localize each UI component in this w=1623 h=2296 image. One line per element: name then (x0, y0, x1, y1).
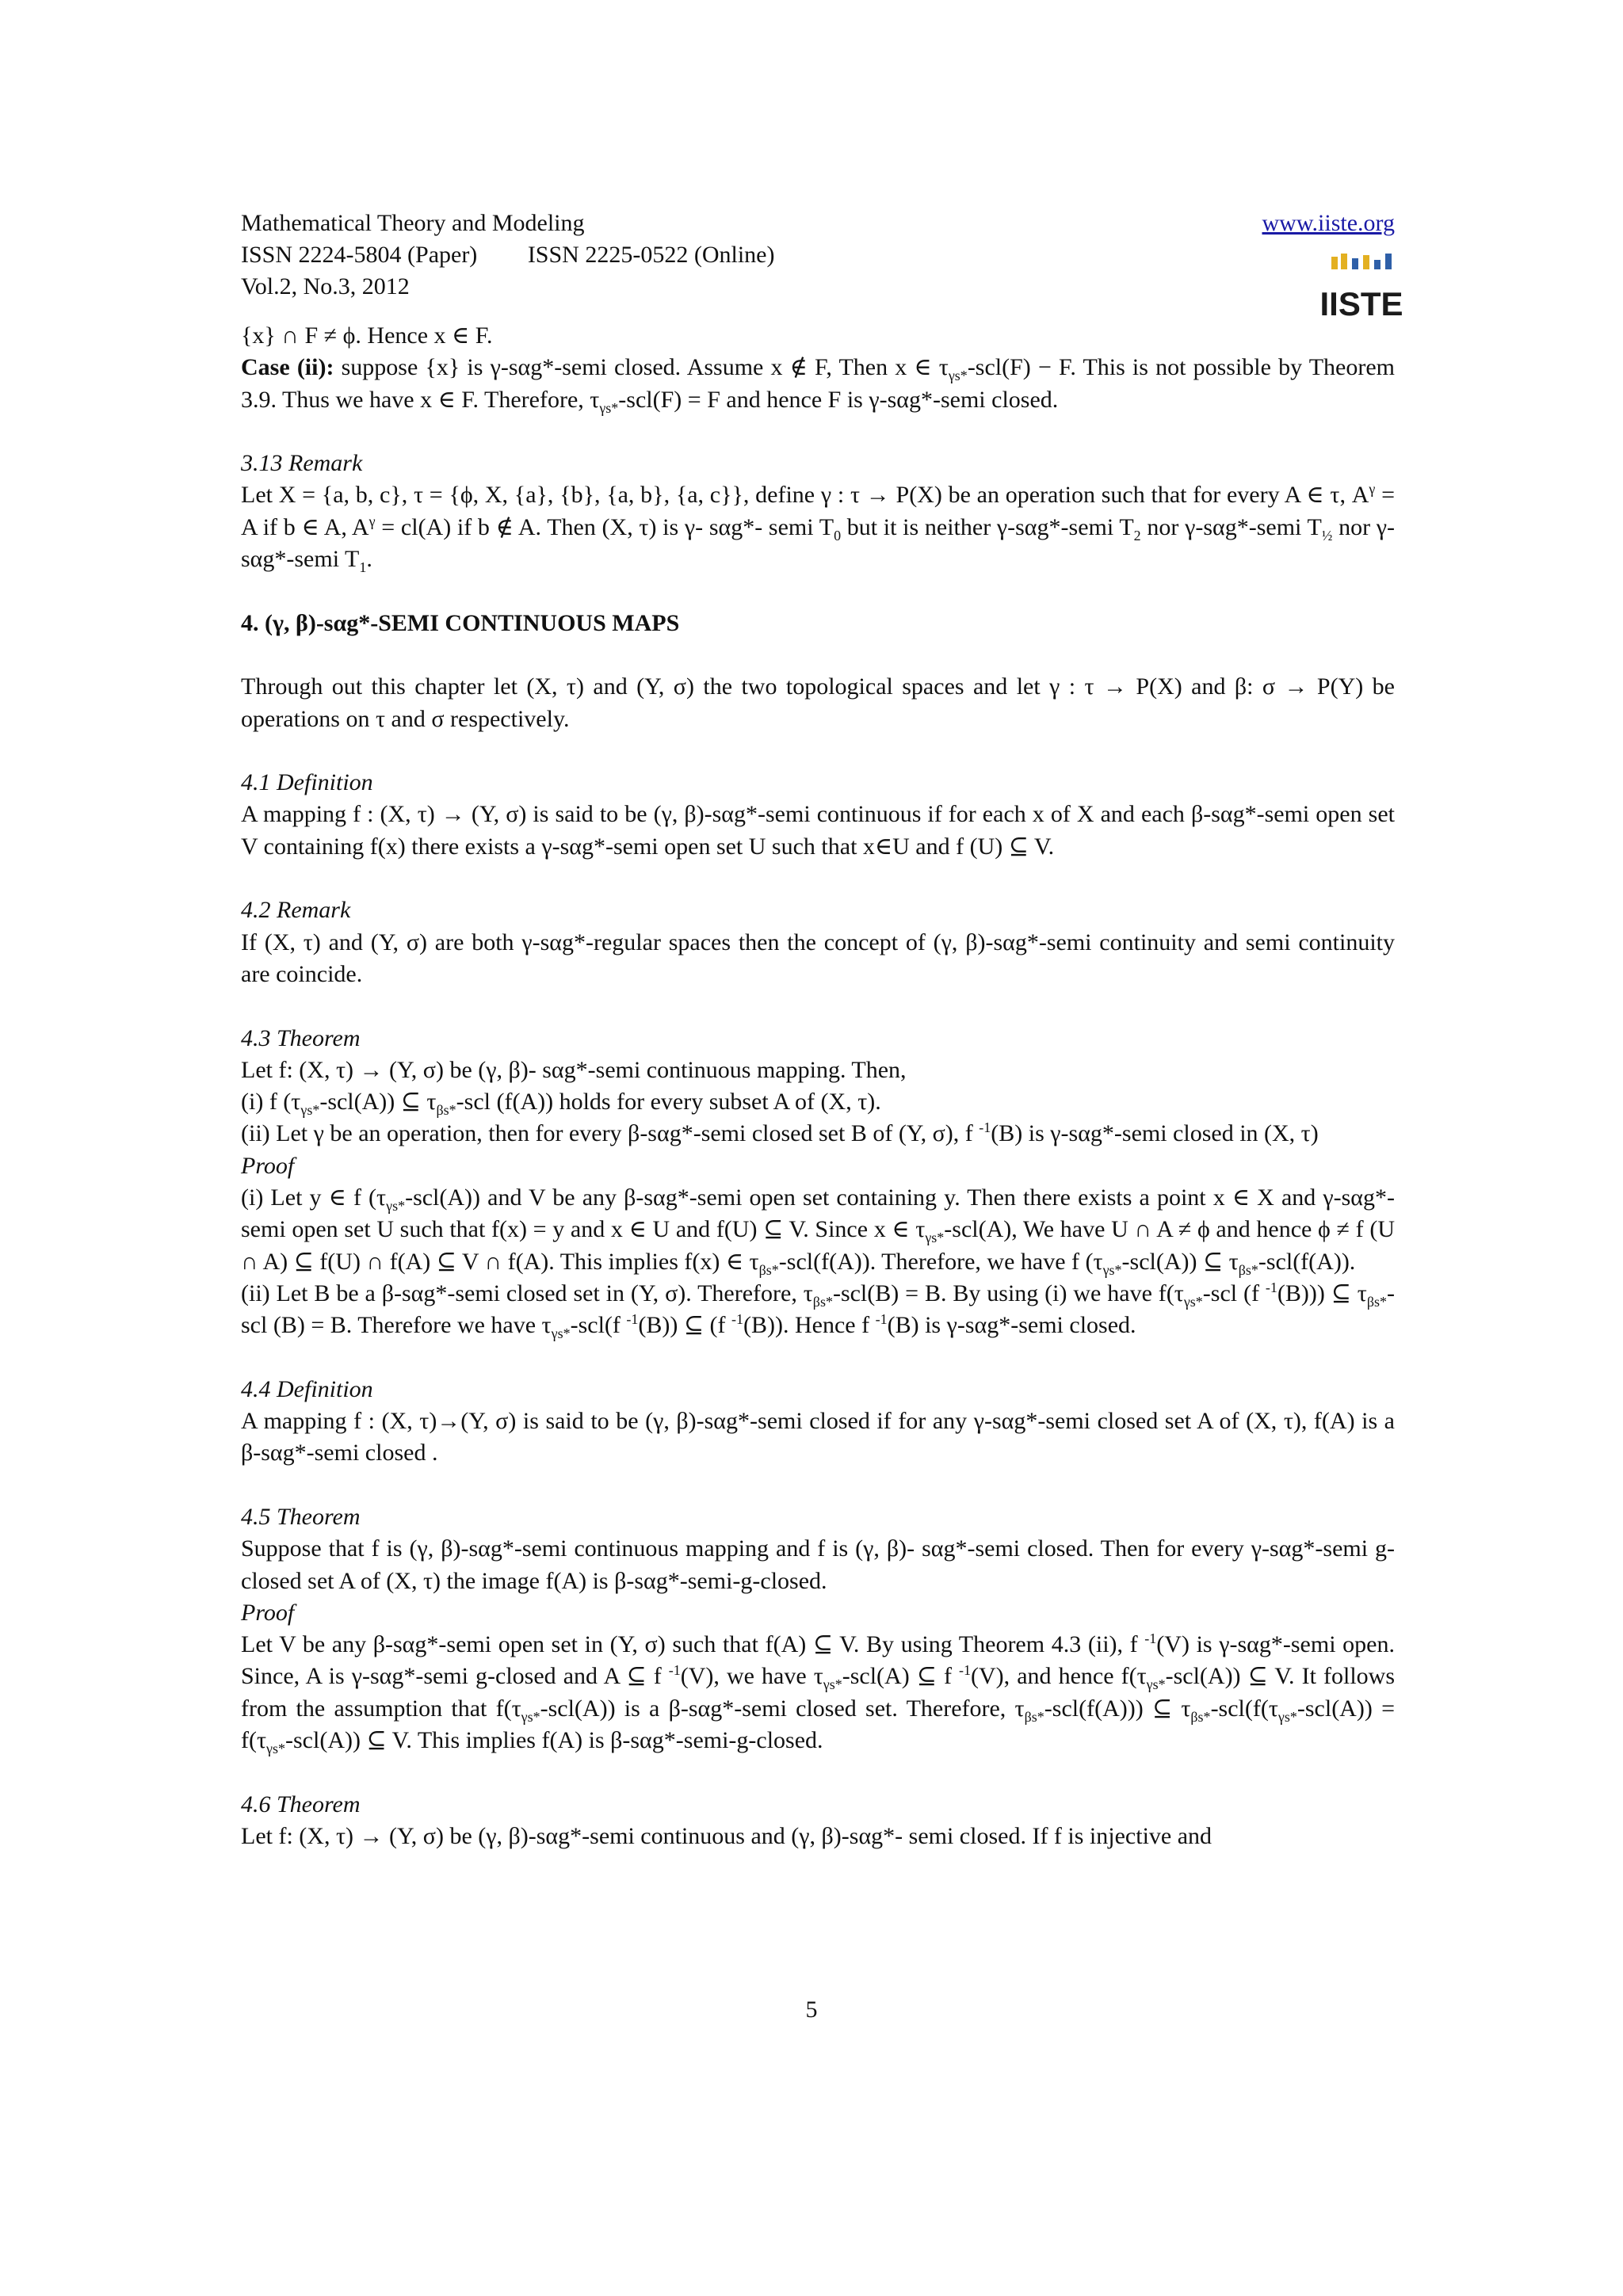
case-ii-paragraph: Case (ii): suppose {x} is γ-sαg*-semi closed. Assume x ∉ F, Then x ∈ $\tau_{\gamma s*}-scl(F) - F$. This is not possible by Theorem 3.9. Thus we have x ∈ F. Therefore, $\tau_{\gamma s*}-scl(F) = F$ and hence F is γ-sαg*-semi closed. (241, 354, 1396, 416)
journal-title: Mathematical Theory and Modeling (241, 210, 585, 236)
page (241, 208, 1403, 1852)
logo-text: IISTE (1319, 285, 1403, 322)
section-4-heading: 4. (γ, β)-sαg*-SEMI CONTINUOUS MAPS (241, 609, 680, 636)
remark-3-13-text: Let X = {a, b, c}, τ = {ϕ, X, {a}, {b}, {a, b}, {a, c}}, define γ : τ → P(X) be an operation such that for every A ∈ τ, $A^\gamma = A$ if b ∈ A, $A^\gamma = cl(A)$ if b ∉ A. Then (X, τ) is γ- sαg*- semi $T_0$ but it is neither γ-sαg*-semi $T_2$ nor γ-sαg*-semi $T_{\frac{1}{2}}$ nor γ-sαg*-semi $T_1$. (241, 481, 1396, 576)
theorem-4-5-title: 4.5 Theorem (241, 1503, 361, 1530)
proof-4-5-text: Let V be any β-sαg*-semi open set in (Y, σ) such that f(A) ⊆ V. By using Theorem 4.3 (ii), f $^{-1}$(V) is γ-sαg*-semi open. Since, A is γ-sαg*-semi g-closed and A ⊆ f $^{-1}$(V), we have $\tau_{\gamma s*}-scl(A)$ ⊆ f $^{-1}$(V), and hence $f(\tau_{\gamma s*}-scl(A))$ ⊆ V. It follows from the assumption that $f(\tau_{\gamma s*}-scl(A))$ is a β-sαg*-semi closed set. Therefore, $\tau_{\beta s*}-scl(f(A))$) ⊆ $\tau_{\beta s*}-scl(f(\tau_{\gamma s*}-scl(A)) = f(\tau_{\gamma s*}-scl(A))$ ⊆ V. This implies f(A) is β-sαg*-semi-g-closed. (241, 1630, 1395, 1757)
case-i-conclusion: {x} ∩ F ≠ ϕ. Hence x ∈ F. (241, 322, 493, 349)
definition-4-1-text: A mapping f : (X, τ) → (Y, σ) is said to be (γ, β)-sαg*-semi continuous if for each x of X and each β-sαg*-semi open set V containing f(x) there exists a γ-sαg*-semi open set U such that x∈U and f (U) ⊆ V. (241, 801, 1395, 860)
theorem-4-6-title: 4.6 Theorem (241, 1791, 361, 1817)
definition-4-4-title: 4.4 Definition (241, 1375, 373, 1402)
theorem-4-5-statement: Suppose that f is (γ, β)-sαg*-semi continuous mapping and f is (γ, β)- sαg*-semi closed. Then for every γ-sαg*-semi g-closed set A of (X, τ) the image f(A) is β-sαg*-semi-g-closed. (241, 1535, 1395, 1594)
remark-4-2-title: 4.2 Remark (241, 897, 351, 924)
case-ii-label: Case (ii): (241, 354, 334, 381)
section-4-intro: Through out this chapter let (X, τ) and (Y, σ) the two topological spaces and let γ : τ → P(X) and β: σ → P(Y) be operations on τ and σ respectively. (241, 673, 1395, 732)
theorem-4-3-title: 4.3 Theorem (241, 1024, 361, 1051)
volume-info: Vol.2, No.3, 2012 (241, 273, 410, 299)
theorem-4-3-part-i: (i) f $(\tau_{\gamma s*}-scl(A))$ ⊆ $\tau_{\beta s*}$-scl (f(A)) holds for every subset A of (X, τ). (241, 1089, 881, 1119)
proof-4-5-label: Proof (241, 1599, 295, 1626)
definition-4-4-text: A mapping f : (X, τ)→(Y, σ) is said to be (γ, β)-sαg*-semi closed if for any γ-sαg*-semi closed set A of (X, τ), f(A) is a β-sαg*-semi closed . (241, 1408, 1395, 1466)
journal-header (241, 208, 1403, 322)
proof-4-3-part-i: (i) Let y ∈ f $(\tau_{\gamma s*}-scl(A))$ and V be any β-sαg*-semi open set containing y. Then there exists a point x ∈ X and γ-sαg*-semi open set U such that f(x) = y and x ∈ U and f(U) ⊆ V. Since x ∈ $\tau_{\gamma s*}-scl(A)$, We have U ∩ A ≠ ϕ and hence ϕ ≠ f (U ∩ A) ⊆ f(U) ∩ f(A) ⊆ V ∩ f(A). This implies f(x) ∈ $\tau_{\beta s*}-scl(f(A))$. Therefore, we have f $(\tau_{\gamma s*}-scl(A))$ ⊆ $\tau_{\beta s*}-scl(f(A))$. (241, 1184, 1396, 1278)
definition-4-1-title: 4.1 Definition (241, 769, 373, 796)
proof-4-3-part-ii: (ii) Let B be a β-sαg*-semi closed set in (Y, σ). Therefore, $\tau_{\beta s*}-scl(B) = B$. By using (i) we have $f(\tau_{\gamma s*}$-scl (f $^{-1}$(B))) ⊆ $\tau_{\beta s*}$-scl (B) = B. Therefore we have $\tau_{\gamma s*}-scl(f$ $^{-1}$(B)) ⊆ (f $^{-1}$(B)). Hence f $^{-1}$(B) is γ-sαg*-semi closed. (241, 1279, 1395, 1342)
iiste-logo-icon (1319, 252, 1403, 322)
theorem-4-3-part-ii: (ii) Let γ be an operation, then for every β-sαg*-semi closed set B of (Y, σ), f $^{-1}$(B) is γ-sαg*-semi closed in (X, τ) (241, 1119, 1319, 1147)
journal-url-link[interactable]: www.iiste.org (1262, 210, 1395, 236)
page-number: 5 (805, 1997, 818, 2023)
issn-line (241, 239, 774, 271)
issn-online: ISSN 2225-0522 (Online) (527, 242, 775, 268)
theorem-4-6-statement: Let f: (X, τ) → (Y, σ) be (γ, β)-sαg*-semi continuous and (γ, β)-sαg*- semi closed. If f is injective and (241, 1822, 1212, 1849)
proof-4-3-label: Proof (241, 1152, 295, 1179)
issn-print: ISSN 2224-5804 (Paper) (241, 242, 478, 268)
remark-4-2-text: If (X, τ) and (Y, σ) are both γ-sαg*-regular spaces then the concept of (γ, β)-sαg*-semi continuity and semi continuity are coincide. (241, 929, 1395, 987)
theorem-4-3-statement: Let f: (X, τ) → (Y, σ) be (γ, β)- sαg*-semi continuous mapping. Then, (241, 1056, 907, 1083)
remark-3-13-title: 3.13 Remark (241, 450, 363, 477)
article-body (241, 320, 1395, 1852)
